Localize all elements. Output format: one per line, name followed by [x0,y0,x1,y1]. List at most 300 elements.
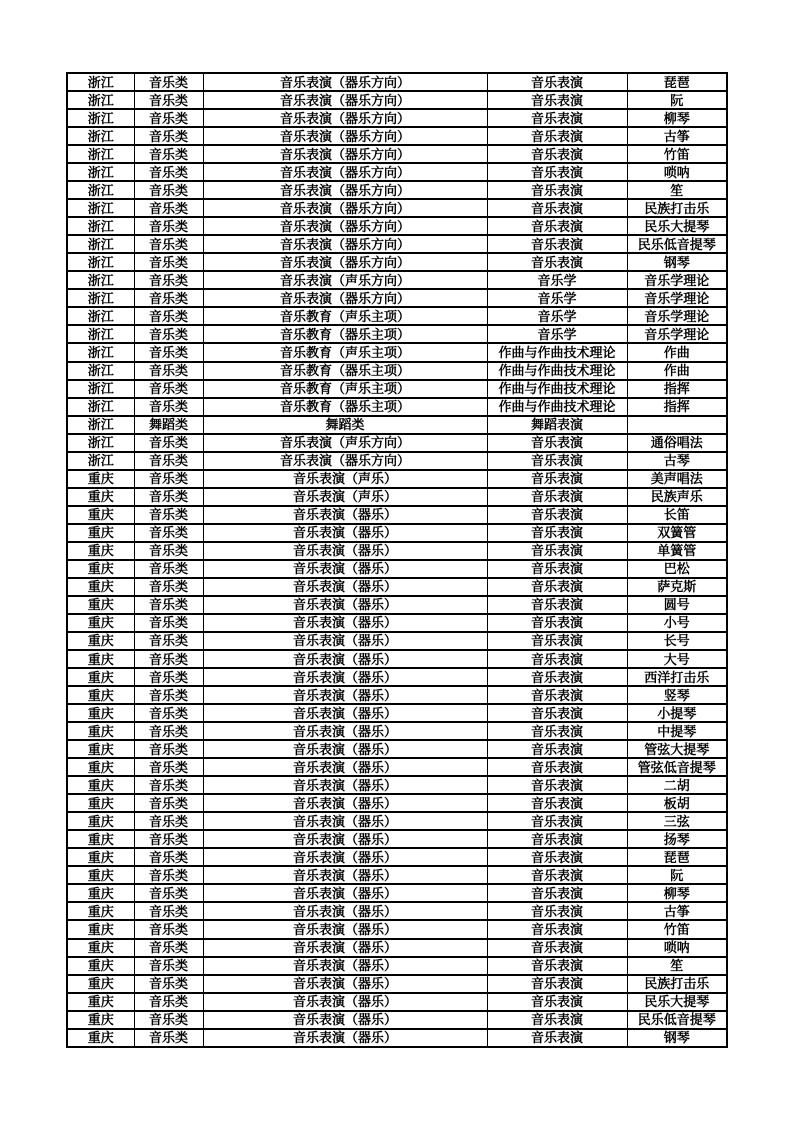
table-cell-province: 重庆 [67,704,134,722]
table-cell-category: 音乐类 [134,271,203,289]
table-cell-province: 重庆 [67,722,134,740]
table-row [67,434,727,452]
table-cell-major_direction: 音乐表演（器乐） [203,812,487,830]
table-cell-major_direction: 音乐表演（器乐） [203,632,487,650]
table-cell-major_direction: 音乐表演（器乐方向） [203,235,487,253]
table-cell-major: 音乐表演 [487,91,627,109]
table-cell-major: 音乐表演 [487,434,627,452]
table-cell-province: 重庆 [67,740,134,758]
table-cell-major: 音乐表演 [487,560,627,578]
table-cell-specialty: 小号 [627,614,727,632]
table-cell-major_direction: 音乐表演（器乐） [203,686,487,704]
table-cell-specialty: 古筝 [627,902,727,920]
table-cell-major_direction: 音乐表演（器乐） [203,542,487,560]
table-cell-major_direction: 音乐表演（器乐） [203,596,487,614]
table-cell-specialty: 钢琴 [627,1029,727,1047]
table-cell-specialty: 民族声乐 [627,488,727,506]
table-cell-category: 音乐类 [134,217,203,235]
table-row [67,957,727,975]
table-cell-major_direction: 音乐表演（器乐） [203,1011,487,1029]
table-cell-major_direction: 音乐教育（声乐主项） [203,343,487,361]
table-cell-major_direction: 音乐表演（器乐） [203,1029,487,1047]
table-row [67,920,727,938]
table-cell-province: 浙江 [67,307,134,325]
table-cell-major: 音乐表演 [487,109,627,127]
table-cell-category: 音乐类 [134,920,203,938]
table-cell-specialty: 音乐学理论 [627,325,727,343]
table-cell-specialty: 通俗唱法 [627,434,727,452]
table-cell-major_direction: 音乐表演（器乐） [203,614,487,632]
table-row [67,524,727,542]
table-cell-specialty: 民乐低音提琴 [627,235,727,253]
table-cell-major_direction: 音乐表演（器乐方向） [203,452,487,470]
table-cell-specialty: 古琴 [627,452,727,470]
table-cell-province: 浙江 [67,452,134,470]
table-cell-province: 重庆 [67,957,134,975]
table-cell-specialty: 萨克斯 [627,578,727,596]
table-cell-major_direction: 音乐表演（器乐） [203,975,487,993]
table-row [67,217,727,235]
table-cell-province: 浙江 [67,181,134,199]
table-cell-province: 浙江 [67,109,134,127]
table-cell-category: 音乐类 [134,307,203,325]
table-cell-category: 音乐类 [134,524,203,542]
table-row [67,271,727,289]
table-cell-category: 音乐类 [134,812,203,830]
table-cell-major_direction: 音乐表演（器乐方向） [203,217,487,235]
table-cell-specialty: 板胡 [627,794,727,812]
table-cell-category: 音乐类 [134,848,203,866]
table-cell-category: 音乐类 [134,740,203,758]
table-row [67,488,727,506]
table-cell-category: 音乐类 [134,866,203,884]
table-cell-major_direction: 音乐表演（器乐） [203,939,487,957]
table-row [67,560,727,578]
table-cell-province: 浙江 [67,362,134,380]
table-cell-major_direction: 音乐表演（器乐） [203,506,487,524]
table-cell-specialty: 三弦 [627,812,727,830]
table-row [67,398,727,416]
table-cell-province: 浙江 [67,145,134,163]
table-cell-specialty: 音乐学理论 [627,271,727,289]
table-cell-specialty: 双簧管 [627,524,727,542]
table-cell-major_direction: 音乐表演（器乐） [203,993,487,1011]
table-row [67,127,727,145]
table-cell-specialty: 音乐学理论 [627,289,727,307]
table-cell-province: 重庆 [67,578,134,596]
table-cell-specialty: 民族打击乐 [627,975,727,993]
table-cell-specialty: 圆号 [627,596,727,614]
table-cell-category: 音乐类 [134,632,203,650]
table-row [67,253,727,271]
table-cell-major_direction: 音乐教育（器乐主项） [203,325,487,343]
table-cell-major: 音乐表演 [487,794,627,812]
table-cell-category: 音乐类 [134,614,203,632]
table-row [67,452,727,470]
table-cell-province: 浙江 [67,253,134,271]
table-cell-specialty: 单簧管 [627,542,727,560]
table-cell-major: 音乐表演 [487,993,627,1011]
table-cell-province: 重庆 [67,884,134,902]
table-cell-category: 音乐类 [134,235,203,253]
table-cell-major: 音乐表演 [487,884,627,902]
table-cell-category: 音乐类 [134,794,203,812]
table-cell-category: 音乐类 [134,109,203,127]
table-cell-province: 重庆 [67,776,134,794]
table-cell-major: 舞蹈表演 [487,416,627,434]
table-cell-major: 音乐表演 [487,542,627,560]
table-cell-major: 音乐表演 [487,73,627,91]
table-cell-specialty: 琵琶 [627,73,727,91]
table-row [67,614,727,632]
table-cell-major_direction: 音乐表演（器乐） [203,650,487,668]
table-cell-category: 音乐类 [134,884,203,902]
table-cell-province: 重庆 [67,632,134,650]
table-cell-province: 重庆 [67,794,134,812]
table-cell-specialty: 竹笛 [627,920,727,938]
table-cell-major_direction: 音乐表演（器乐） [203,902,487,920]
table-cell-major_direction: 音乐表演（器乐） [203,740,487,758]
table-cell-specialty: 琵琶 [627,848,727,866]
table-row [67,380,727,398]
table-cell-province: 浙江 [67,289,134,307]
table-row [67,686,727,704]
table-cell-province: 浙江 [67,343,134,361]
table-cell-specialty: 巴松 [627,560,727,578]
table-cell-specialty: 长号 [627,632,727,650]
table-cell-province: 浙江 [67,217,134,235]
table-cell-province: 浙江 [67,91,134,109]
table-cell-major_direction: 音乐表演（器乐方向） [203,127,487,145]
table-cell-province: 浙江 [67,434,134,452]
table-row [67,91,727,109]
table-cell-major: 音乐表演 [487,920,627,938]
table-cell-specialty: 小提琴 [627,704,727,722]
table-row [67,1011,727,1029]
table-cell-major_direction: 音乐表演（器乐） [203,722,487,740]
table-cell-specialty: 古筝 [627,127,727,145]
table-cell-major: 音乐表演 [487,866,627,884]
table-cell-category: 音乐类 [134,542,203,560]
table-cell-category: 音乐类 [134,975,203,993]
table-row [67,578,727,596]
table-cell-province: 重庆 [67,668,134,686]
table-cell-major: 音乐表演 [487,452,627,470]
table-cell-major: 音乐表演 [487,812,627,830]
table-cell-province: 重庆 [67,993,134,1011]
table-cell-major_direction: 音乐表演（器乐） [203,920,487,938]
table-cell-specialty: 指挥 [627,398,727,416]
table-cell-specialty: 笙 [627,181,727,199]
table-cell-category: 音乐类 [134,470,203,488]
table-cell-major_direction: 舞蹈类 [203,416,487,434]
table-cell-major_direction: 音乐表演（器乐） [203,578,487,596]
table-cell-province: 重庆 [67,686,134,704]
table-cell-category: 音乐类 [134,722,203,740]
table-row [67,668,727,686]
table-cell-province: 重庆 [67,524,134,542]
table-cell-province: 重庆 [67,650,134,668]
table-cell-specialty: 长笛 [627,506,727,524]
table-cell-major_direction: 音乐表演（器乐） [203,866,487,884]
table-cell-category: 音乐类 [134,289,203,307]
table-cell-province: 重庆 [67,975,134,993]
table-cell-specialty: 西洋打击乐 [627,668,727,686]
table-cell-major: 作曲与作曲技术理论 [487,380,627,398]
table-cell-category: 音乐类 [134,163,203,181]
table-row [67,722,727,740]
table-cell-specialty: 作曲 [627,362,727,380]
table-cell-category: 音乐类 [134,1029,203,1047]
table-cell-major_direction: 音乐表演（器乐方向） [203,91,487,109]
table-cell-specialty: 音乐学理论 [627,307,727,325]
table-cell-major_direction: 音乐表演（器乐） [203,957,487,975]
table-cell-specialty: 竹笛 [627,145,727,163]
table-cell-major: 音乐表演 [487,704,627,722]
table-cell-major_direction: 音乐教育（声乐主项） [203,307,487,325]
table-cell-major: 音乐表演 [487,848,627,866]
table-cell-province: 重庆 [67,830,134,848]
table-row [67,235,727,253]
table-cell-category: 音乐类 [134,91,203,109]
table-cell-province: 重庆 [67,812,134,830]
table-cell-category: 音乐类 [134,668,203,686]
table-cell-category: 音乐类 [134,830,203,848]
table-row [67,199,727,217]
table-cell-major_direction: 音乐表演（器乐） [203,704,487,722]
table-row [67,109,727,127]
table-cell-category: 音乐类 [134,362,203,380]
table-row [67,343,727,361]
table-cell-category: 音乐类 [134,199,203,217]
table-row [67,939,727,957]
table-cell-major: 音乐表演 [487,235,627,253]
table-cell-specialty: 民族打击乐 [627,199,727,217]
table-cell-province: 浙江 [67,380,134,398]
table-cell-specialty: 民乐低音提琴 [627,1011,727,1029]
table-cell-category: 音乐类 [134,758,203,776]
table-cell-major_direction: 音乐表演（器乐方向） [203,199,487,217]
table-cell-major: 音乐表演 [487,181,627,199]
table-cell-major: 音乐表演 [487,740,627,758]
table-cell-category: 音乐类 [134,596,203,614]
table-cell-major: 音乐学 [487,289,627,307]
table-cell-major: 音乐表演 [487,758,627,776]
table-cell-specialty: 中提琴 [627,722,727,740]
table-cell-specialty [627,416,727,434]
table-row [67,325,727,343]
table-cell-major: 音乐表演 [487,650,627,668]
table-cell-major: 音乐学 [487,325,627,343]
table-cell-province: 重庆 [67,542,134,560]
table-cell-major: 音乐学 [487,307,627,325]
table-cell-specialty: 竖琴 [627,686,727,704]
table-cell-category: 音乐类 [134,325,203,343]
table-cell-major: 音乐表演 [487,217,627,235]
table-cell-category: 音乐类 [134,704,203,722]
table-cell-major_direction: 音乐表演（声乐方向） [203,434,487,452]
table-cell-province: 浙江 [67,271,134,289]
table-cell-category: 音乐类 [134,650,203,668]
table-cell-major: 音乐表演 [487,686,627,704]
table-cell-category: 音乐类 [134,1011,203,1029]
table-row [67,1029,727,1047]
table-cell-major_direction: 音乐表演（器乐） [203,776,487,794]
table-cell-province: 重庆 [67,848,134,866]
table-cell-major: 音乐表演 [487,199,627,217]
table-row [67,812,727,830]
table-cell-category: 音乐类 [134,181,203,199]
table-row [67,470,727,488]
table-cell-category: 音乐类 [134,902,203,920]
table-cell-province: 重庆 [67,939,134,957]
table-cell-province: 浙江 [67,398,134,416]
table-cell-category: 音乐类 [134,452,203,470]
table-row [67,145,727,163]
table-cell-major_direction: 音乐表演（器乐） [203,884,487,902]
table-cell-province: 重庆 [67,902,134,920]
table-row [67,632,727,650]
table-cell-category: 音乐类 [134,776,203,794]
table-cell-specialty: 二胡 [627,776,727,794]
table-cell-major: 音乐表演 [487,127,627,145]
table-cell-category: 音乐类 [134,993,203,1011]
table-cell-province: 重庆 [67,920,134,938]
table-cell-province: 重庆 [67,506,134,524]
table-cell-major_direction: 音乐教育（器乐主项） [203,398,487,416]
table-cell-specialty: 大号 [627,650,727,668]
table-cell-category: 音乐类 [134,145,203,163]
table-row [67,506,727,524]
table-cell-major: 音乐表演 [487,632,627,650]
table-cell-province: 浙江 [67,416,134,434]
table-cell-category: 音乐类 [134,506,203,524]
table-cell-major: 音乐表演 [487,163,627,181]
table-cell-major_direction: 音乐表演（器乐） [203,794,487,812]
table-cell-specialty: 唢呐 [627,939,727,957]
table-cell-major: 音乐表演 [487,578,627,596]
table-cell-major_direction: 音乐教育（器乐主项） [203,362,487,380]
table-cell-province: 浙江 [67,163,134,181]
table-cell-province: 浙江 [67,127,134,145]
table-cell-major: 音乐表演 [487,975,627,993]
admission-majors-table [66,72,728,1048]
table-cell-province: 浙江 [67,325,134,343]
table-body [67,73,727,1047]
table-cell-province: 重庆 [67,1029,134,1047]
table-cell-major: 作曲与作曲技术理论 [487,343,627,361]
table-cell-specialty: 作曲 [627,343,727,361]
table-cell-major_direction: 音乐表演（器乐） [203,758,487,776]
table-cell-major: 音乐表演 [487,1011,627,1029]
table-row [67,776,727,794]
table-cell-major: 音乐表演 [487,253,627,271]
table-cell-category: 音乐类 [134,380,203,398]
table-row [67,307,727,325]
table-cell-specialty: 民乐大提琴 [627,993,727,1011]
table-cell-category: 音乐类 [134,398,203,416]
table-row [67,289,727,307]
table-row [67,416,727,434]
table-cell-province: 重庆 [67,470,134,488]
table-cell-major_direction: 音乐表演（器乐） [203,668,487,686]
table-cell-specialty: 钢琴 [627,253,727,271]
table-cell-major: 音乐表演 [487,1029,627,1047]
table-cell-specialty: 扬琴 [627,830,727,848]
table-cell-category: 音乐类 [134,488,203,506]
table-row [67,848,727,866]
table-cell-major: 音乐表演 [487,488,627,506]
table-row [67,993,727,1011]
table-cell-major_direction: 音乐表演（声乐） [203,470,487,488]
table-cell-specialty: 管弦低音提琴 [627,758,727,776]
table-cell-major: 音乐表演 [487,524,627,542]
table-cell-major_direction: 音乐教育（声乐主项） [203,380,487,398]
table-row [67,794,727,812]
table-cell-province: 重庆 [67,488,134,506]
table-cell-category: 音乐类 [134,686,203,704]
table-cell-province: 重庆 [67,1011,134,1029]
table-row [67,975,727,993]
table-row [67,830,727,848]
table-cell-specialty: 唢呐 [627,163,727,181]
table-cell-major_direction: 音乐表演（器乐方向） [203,109,487,127]
table-row [67,902,727,920]
table-cell-specialty: 管弦大提琴 [627,740,727,758]
table-row [67,73,727,91]
table-cell-major_direction: 音乐表演（器乐方向） [203,289,487,307]
table-cell-major: 音乐表演 [487,145,627,163]
table-row [67,758,727,776]
table-cell-specialty: 美声唱法 [627,470,727,488]
table-cell-specialty: 民乐大提琴 [627,217,727,235]
table-cell-major_direction: 音乐表演（器乐） [203,524,487,542]
table-cell-category: 音乐类 [134,957,203,975]
table-row [67,362,727,380]
table-row [67,542,727,560]
table-cell-major: 作曲与作曲技术理论 [487,398,627,416]
table-cell-major_direction: 音乐表演（器乐方向） [203,253,487,271]
table-cell-major: 音乐表演 [487,668,627,686]
table-cell-category: 音乐类 [134,253,203,271]
table-cell-province: 浙江 [67,235,134,253]
table-cell-major_direction: 音乐表演（器乐） [203,560,487,578]
table-cell-major_direction: 音乐表演（器乐方向） [203,73,487,91]
table-cell-specialty: 柳琴 [627,109,727,127]
table-cell-major: 音乐表演 [487,614,627,632]
table-row [67,884,727,902]
table-cell-major_direction: 音乐表演（器乐） [203,848,487,866]
table-cell-province: 重庆 [67,614,134,632]
table-cell-category: 音乐类 [134,560,203,578]
table-cell-major_direction: 音乐表演（器乐方向） [203,163,487,181]
table-cell-specialty: 阮 [627,866,727,884]
table-cell-major: 音乐表演 [487,596,627,614]
table-cell-specialty: 阮 [627,91,727,109]
table-cell-major: 音乐表演 [487,902,627,920]
table-cell-major: 音乐表演 [487,957,627,975]
table-cell-major_direction: 音乐表演（器乐方向） [203,181,487,199]
table-cell-major: 音乐表演 [487,939,627,957]
table-cell-province: 浙江 [67,73,134,91]
table-cell-province: 重庆 [67,758,134,776]
table-row [67,163,727,181]
table-row [67,650,727,668]
table-cell-major: 音乐表演 [487,830,627,848]
table-cell-specialty: 笙 [627,957,727,975]
table-cell-category: 音乐类 [134,73,203,91]
table-row [67,866,727,884]
